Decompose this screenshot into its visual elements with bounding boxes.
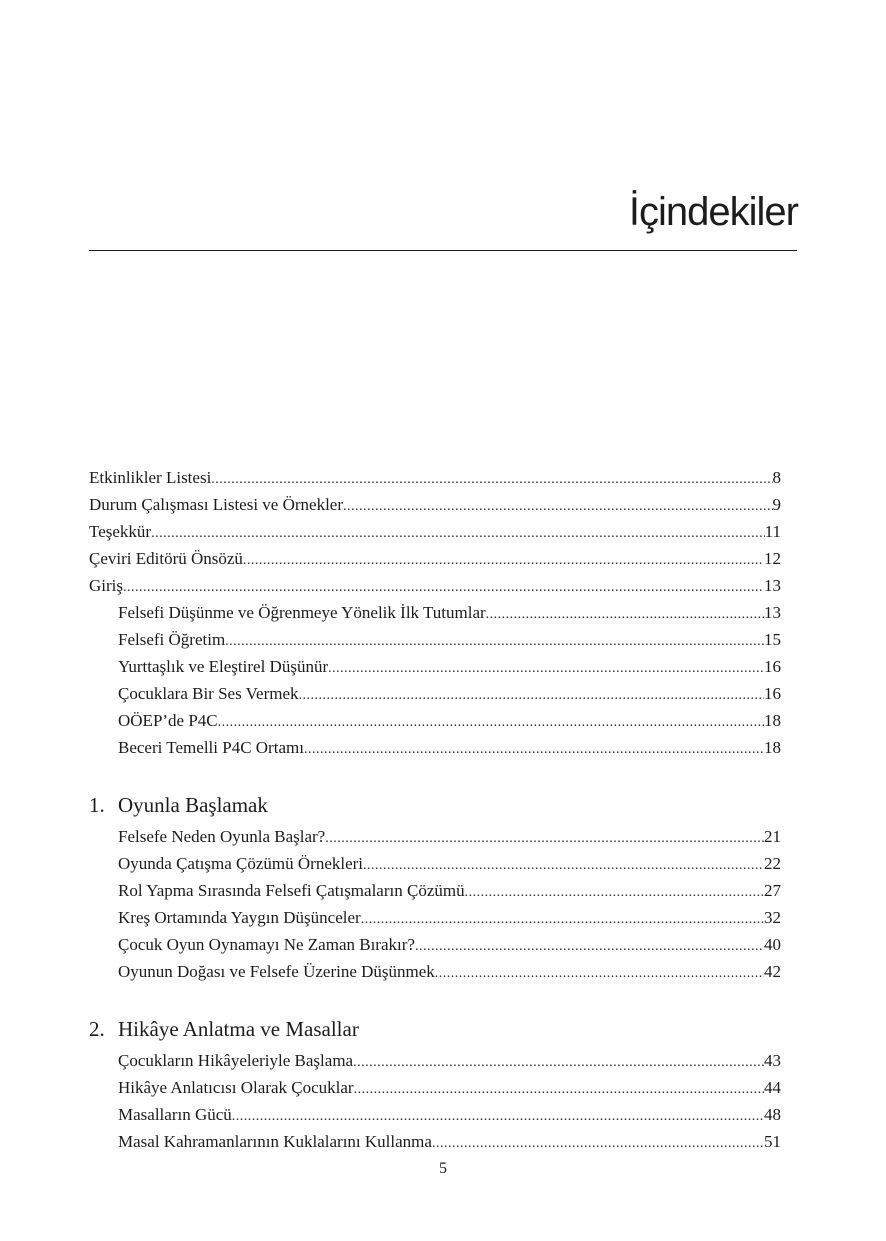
- toc-entry-page: 13: [764, 603, 781, 622]
- dot-leader: [415, 933, 764, 960]
- dot-leader: [363, 852, 764, 879]
- toc-entry-label: Çocukların Hikâyeleriyle Başlama: [118, 1051, 354, 1070]
- dot-leader: [232, 1103, 764, 1130]
- toc-subentry[interactable]: [89, 1047, 781, 1074]
- toc-subentry[interactable]: [89, 626, 781, 653]
- toc-entry-label: Hikâye Anlatıcısı Olarak Çocuklar: [118, 1078, 354, 1097]
- toc-subentry[interactable]: [89, 707, 781, 734]
- dot-leader: [225, 628, 764, 655]
- table-of-contents: [89, 464, 781, 1155]
- toc-entry-label: Çocuk Oyun Oynamayı Ne Zaman Bırakır?: [118, 935, 415, 954]
- toc-entry-page: 9: [772, 495, 781, 514]
- toc-subentry[interactable]: [89, 958, 781, 985]
- chapter-number: 1.: [89, 793, 105, 817]
- dot-leader: [123, 574, 764, 601]
- toc-entry-giris[interactable]: [89, 572, 781, 599]
- chapter-title: Oyunla Başlamak: [118, 793, 268, 817]
- toc-entry-label: Felsefe Neden Oyunla Başlar?: [118, 827, 326, 846]
- dot-leader: [361, 906, 764, 933]
- dot-leader: [151, 520, 765, 547]
- toc-entry-page: 8: [772, 468, 781, 487]
- toc-subentry[interactable]: [89, 599, 781, 626]
- toc-entry-page: 32: [764, 908, 781, 927]
- toc-entry-label: Çeviri Editörü Önsözü: [89, 549, 243, 568]
- dot-leader: [432, 1130, 764, 1157]
- toc-entry-label: Beceri Temelli P4C Ortamı: [118, 738, 304, 757]
- toc-entry-page: 11: [764, 522, 781, 541]
- title-rule: [89, 250, 797, 251]
- toc-entry-ceviri-editoru-onsozu[interactable]: [89, 545, 781, 572]
- toc-subentry[interactable]: [89, 877, 781, 904]
- toc-entry-page: 12: [764, 549, 781, 568]
- toc-entry-page: 18: [764, 711, 781, 730]
- toc-entry-page: 42: [764, 962, 781, 981]
- toc-subentry[interactable]: [89, 653, 781, 680]
- toc-entry-page: 43: [764, 1051, 781, 1070]
- toc-subentry[interactable]: [89, 823, 781, 850]
- toc-entry-label: Felsefi Düşünme ve Öğrenmeye Yönelik İlk Tutumlar: [118, 603, 486, 622]
- toc-entry-page: 16: [764, 657, 781, 676]
- toc-subentry[interactable]: [89, 931, 781, 958]
- chapter-2-section: [89, 1011, 781, 1155]
- toc-entry-durum-calismasi[interactable]: [89, 491, 781, 518]
- dot-leader: [486, 601, 764, 628]
- toc-subentry[interactable]: [89, 1101, 781, 1128]
- toc-entry-page: 27: [764, 881, 781, 900]
- toc-entry-label: Oyunda Çatışma Çözümü Örnekleri: [118, 854, 364, 873]
- toc-entry-label: Durum Çalışması Listesi ve Örnekler: [89, 495, 344, 514]
- chapter-heading[interactable]: [89, 787, 781, 823]
- toc-entry-page: 13: [764, 576, 781, 595]
- toc-entry-label: Giriş: [89, 576, 123, 595]
- dot-leader: [299, 682, 764, 709]
- toc-entry-label: Oyunun Doğası ve Felsefe Üzerine Düşünmek: [118, 962, 435, 981]
- toc-entry-label: Kreş Ortamında Yaygın Düşünceler: [118, 908, 361, 927]
- toc-entry-tesekkur[interactable]: [89, 518, 781, 545]
- chapter-title: Hikâye Anlatma ve Masallar: [118, 1017, 359, 1041]
- toc-entry-label: Etkinlikler Listesi: [89, 468, 212, 487]
- page-number: 5: [439, 1160, 447, 1177]
- toc-entry-label: Masalların Gücü: [118, 1105, 232, 1124]
- toc-entry-etkinlikler-listesi[interactable]: [89, 464, 781, 491]
- toc-entry-page: 51: [764, 1132, 781, 1151]
- toc-entry-page: 21: [764, 827, 781, 846]
- dot-leader: [353, 1049, 764, 1076]
- toc-entry-label: Yurttaşlık ve Eleştirel Düşünür: [118, 657, 329, 676]
- toc-subentry[interactable]: [89, 734, 781, 761]
- toc-entry-label: Masal Kahramanlarının Kuklalarını Kullanma: [118, 1132, 432, 1151]
- toc-entry-label: Felsefi Öğretim: [118, 630, 226, 649]
- page-title: İçindekiler: [628, 190, 798, 234]
- dot-leader: [243, 547, 764, 574]
- toc-subentry[interactable]: [89, 680, 781, 707]
- dot-leader: [325, 825, 764, 852]
- toc-entry-label: Rol Yapma Sırasında Felsefi Çatışmaların Çözümü: [118, 881, 465, 900]
- toc-entry-page: 16: [764, 684, 781, 703]
- dot-leader: [328, 655, 764, 682]
- chapter-heading[interactable]: [89, 1011, 781, 1047]
- chapter-1-section: [89, 787, 781, 985]
- toc-entry-page: 15: [764, 630, 781, 649]
- dot-leader: [304, 736, 764, 763]
- dot-leader: [354, 1076, 764, 1103]
- toc-entry-page: 48: [764, 1105, 781, 1124]
- toc-entry-label: Çocuklara Bir Ses Vermek: [118, 684, 299, 703]
- toc-subentry[interactable]: [89, 1074, 781, 1101]
- dot-leader: [343, 493, 772, 520]
- dot-leader: [465, 879, 764, 906]
- toc-entry-page: 44: [764, 1078, 781, 1097]
- dot-leader: [218, 709, 764, 736]
- chapter-number: 2.: [89, 1017, 105, 1041]
- toc-entry-page: 18: [764, 738, 781, 757]
- toc-subentry[interactable]: [89, 850, 781, 877]
- dot-leader: [211, 466, 772, 493]
- toc-subentry[interactable]: [89, 1128, 781, 1155]
- dot-leader: [435, 960, 764, 987]
- toc-entry-label: OÖEP’de P4C: [118, 711, 218, 730]
- toc-entry-page: 22: [764, 854, 781, 873]
- toc-entry-page: 40: [764, 935, 781, 954]
- toc-subentry[interactable]: [89, 904, 781, 931]
- toc-entry-label: Teşekkür: [89, 522, 152, 541]
